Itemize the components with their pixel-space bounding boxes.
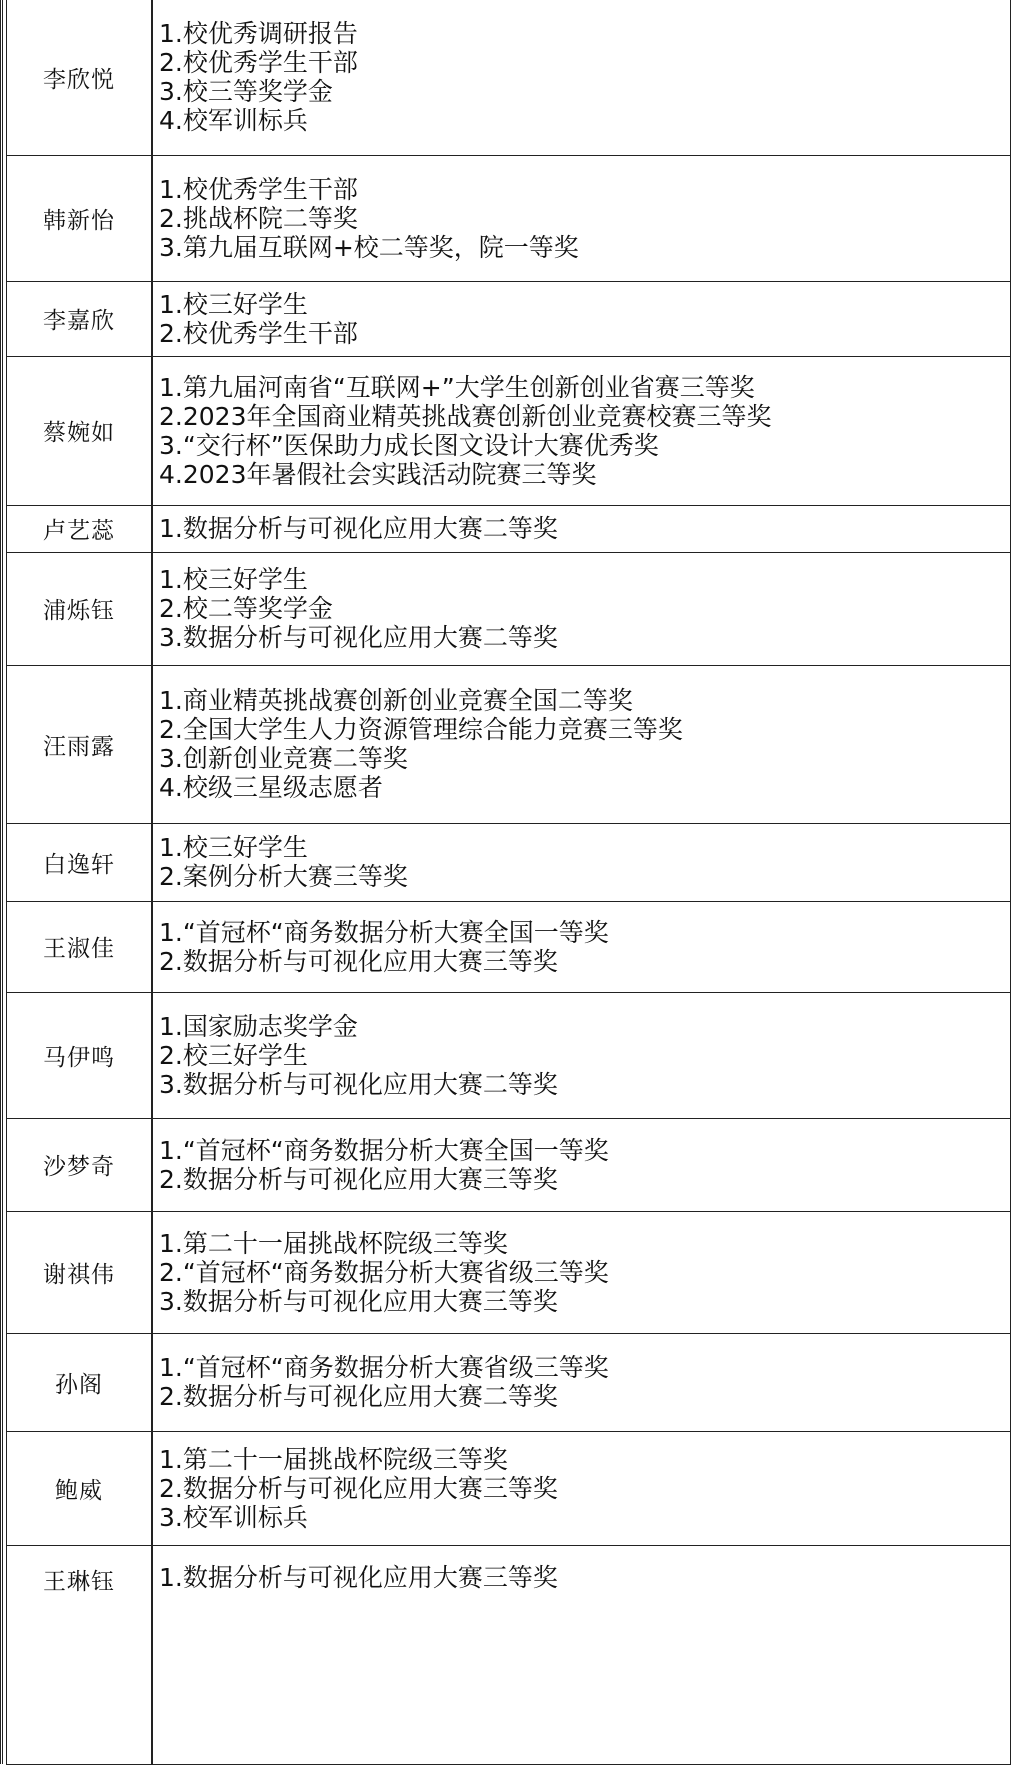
table-row: [7, 1211, 1011, 1333]
table-row: [7, 155, 1011, 281]
award-list: [152, 1431, 1011, 1545]
awards-table: [6, 0, 1011, 1765]
award-list: [152, 552, 1011, 665]
award-item: 1.第二十一届挑战杯院级三等奖: [159, 1444, 508, 1474]
award-item: 3.“交行杯”医保助力成长图文设计大赛优秀奖: [159, 430, 659, 460]
table-row: [7, 1333, 1011, 1431]
table-row: [7, 1118, 1011, 1211]
award-item: 3.数据分析与可视化应用大赛二等奖: [159, 1069, 558, 1099]
table-row: [7, 0, 1011, 155]
award-list: [152, 0, 1011, 155]
student-name: 蔡婉如: [7, 356, 153, 505]
table-row: [7, 1431, 1011, 1545]
award-item: 2.数据分析与可视化应用大赛二等奖: [159, 1382, 558, 1411]
award-item: 1.校三好学生: [159, 289, 308, 319]
table-row: [7, 281, 1011, 356]
student-name: 马伊鸣: [7, 992, 153, 1118]
table-row: [7, 552, 1011, 665]
student-name: 汪雨露: [7, 665, 153, 823]
award-item: 1.校优秀学生干部: [159, 174, 358, 204]
award-list: [152, 1333, 1011, 1431]
award-item: 1.国家励志奖学金: [159, 1011, 358, 1041]
student-name: 白逸轩: [7, 823, 153, 901]
award-item: 4.2023年暑假社会实践活动院赛三等奖: [159, 459, 597, 489]
award-item: 3.第九届互联网+校二等奖，院一等奖: [159, 232, 579, 262]
award-list: [152, 992, 1011, 1118]
award-item: 2.数据分析与可视化应用大赛三等奖: [159, 1164, 558, 1194]
table-row: [7, 356, 1011, 505]
award-item: 4.校军训标兵: [159, 106, 308, 136]
student-name: 李嘉欣: [7, 281, 153, 356]
award-list: [152, 823, 1011, 901]
award-item: 1.校三好学生: [159, 833, 308, 862]
award-item: 1.校优秀调研报告: [159, 19, 358, 49]
student-name: 浦烁钰: [7, 552, 153, 665]
award-list: [152, 155, 1011, 281]
award-item: 3.数据分析与可视化应用大赛二等奖: [159, 623, 558, 652]
award-list: [152, 505, 1011, 552]
award-item: 2.挑战杯院二等奖: [159, 203, 358, 233]
student-name: 卢艺蕊: [7, 505, 153, 552]
award-list: [152, 1211, 1011, 1333]
award-item: 2.校优秀学生干部: [159, 318, 358, 348]
award-item: 2.校二等奖学金: [159, 594, 333, 623]
student-name: 孙阁: [7, 1333, 153, 1431]
award-item: 1.“首冠杯“商务数据分析大赛全国一等奖: [159, 917, 609, 947]
table-row: [7, 823, 1011, 901]
table-row: [7, 992, 1011, 1118]
student-name: 沙梦奇: [7, 1118, 153, 1211]
award-item: 1.“首冠杯“商务数据分析大赛全国一等奖: [159, 1135, 609, 1165]
student-name: 王淑佳: [7, 901, 153, 992]
award-item: 1.校三好学生: [159, 565, 308, 594]
table-row: [7, 505, 1011, 552]
award-list: [152, 665, 1011, 823]
award-item: 1.商业精英挑战赛创新创业竞赛全国二等奖: [159, 686, 633, 715]
student-name: 王琳钰: [7, 1545, 153, 1764]
award-item: 2.案例分析大赛三等奖: [159, 862, 408, 891]
award-item: 2.数据分析与可视化应用大赛三等奖: [159, 946, 558, 976]
award-list: [152, 356, 1011, 505]
award-item: 2.全国大学生人力资源管理综合能力竞赛三等奖: [159, 715, 683, 744]
table-row: [7, 1545, 1011, 1764]
award-list: [152, 1118, 1011, 1211]
table-row: [7, 665, 1011, 823]
award-list: [152, 281, 1011, 356]
awards-table-body: [7, 0, 1011, 1764]
award-item: 1.第二十一届挑战杯院级三等奖: [159, 1228, 508, 1258]
award-list: [152, 1545, 1011, 1764]
student-name: 韩新怡: [7, 155, 153, 281]
award-item: 3.校三等奖学金: [159, 77, 333, 107]
award-item: 2.校优秀学生干部: [159, 48, 358, 78]
table-row: [7, 901, 1011, 992]
award-item: 3.校军训标兵: [159, 1502, 308, 1532]
award-item: 3.创新创业竞赛二等奖: [159, 744, 408, 773]
award-item: 2.“首冠杯“商务数据分析大赛省级三等奖: [159, 1257, 609, 1287]
award-item: 3.数据分析与可视化应用大赛三等奖: [159, 1286, 558, 1316]
award-item: 1.数据分析与可视化应用大赛二等奖: [159, 514, 558, 543]
award-item: 2.2023年全国商业精英挑战赛创新创业竞赛校赛三等奖: [159, 401, 772, 431]
student-name: 谢祺伟: [7, 1211, 153, 1333]
award-item: 1.第九届河南省“互联网+”大学生创新创业省赛三等奖: [159, 372, 755, 402]
award-list: [152, 901, 1011, 992]
student-name: 李欣悦: [7, 0, 153, 155]
award-item: 2.校三好学生: [159, 1040, 308, 1070]
award-item: 4.校级三星级志愿者: [159, 773, 383, 802]
award-item: 1.数据分析与可视化应用大赛三等奖: [159, 1562, 558, 1592]
student-name: 鲍威: [7, 1431, 153, 1545]
award-item: 1.“首冠杯“商务数据分析大赛省级三等奖: [159, 1353, 609, 1382]
award-item: 2.数据分析与可视化应用大赛三等奖: [159, 1473, 558, 1503]
